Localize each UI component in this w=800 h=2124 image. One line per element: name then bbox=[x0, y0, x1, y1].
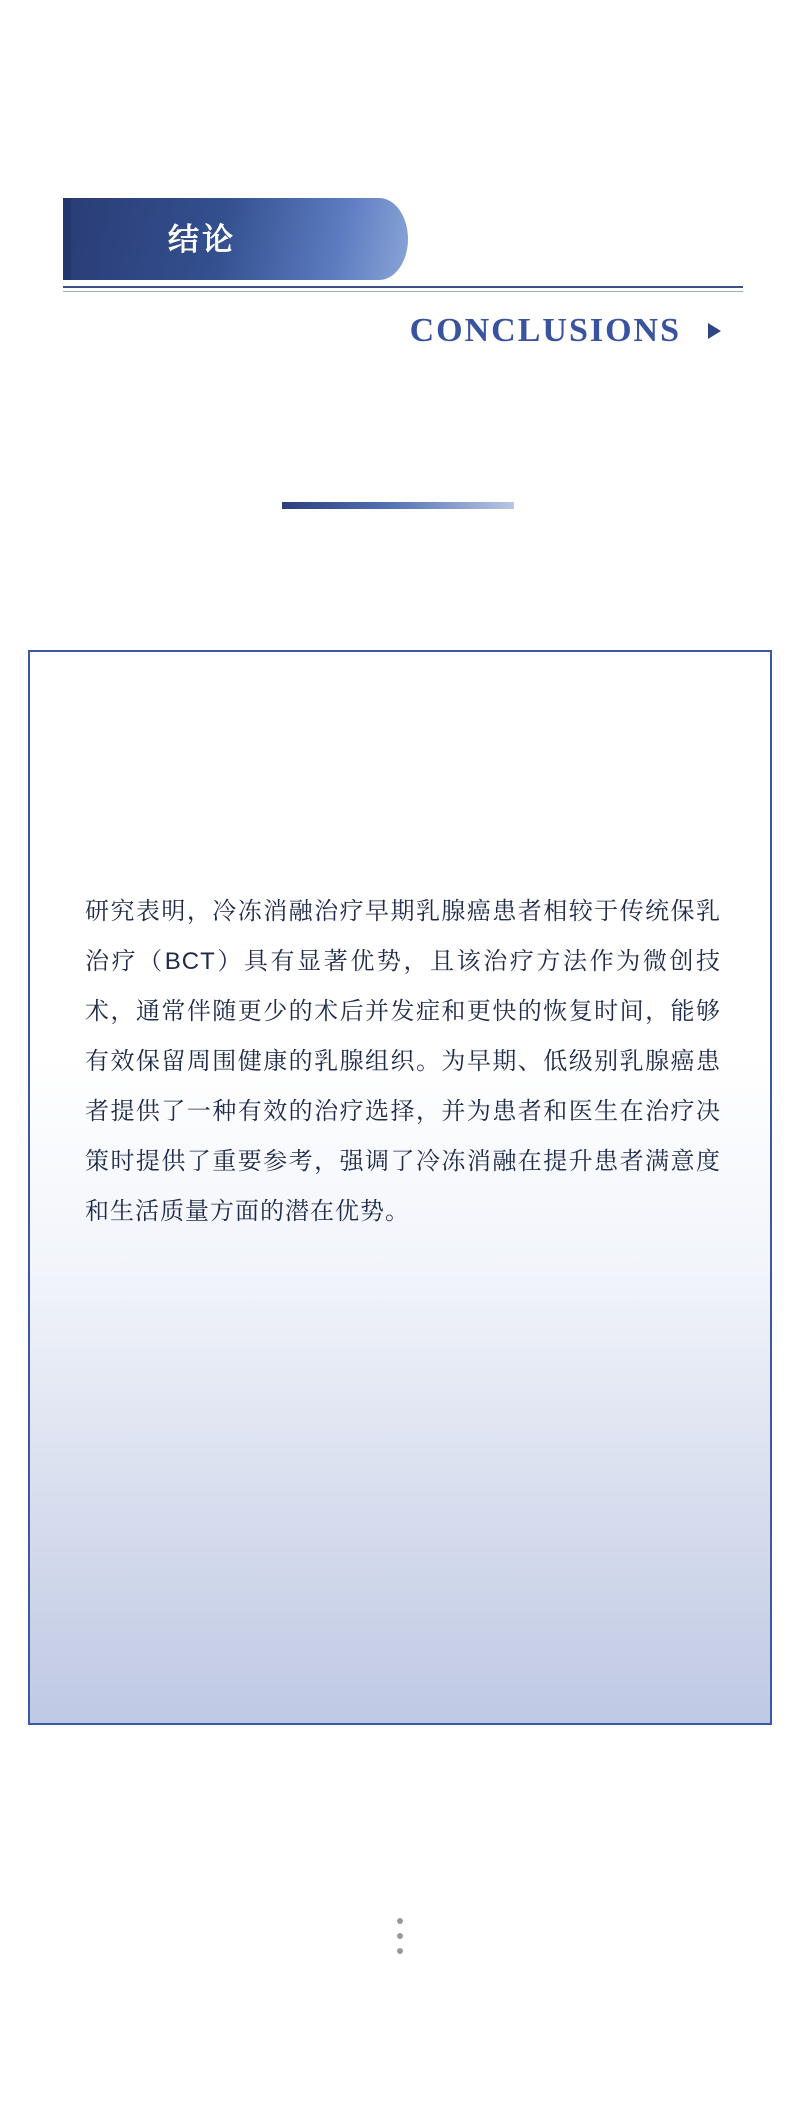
conclusion-card bbox=[28, 650, 772, 1725]
vertical-ellipsis-icon bbox=[0, 1918, 800, 1954]
dot bbox=[397, 1948, 403, 1954]
english-title-row bbox=[63, 312, 743, 362]
triangle-right-icon bbox=[708, 323, 721, 339]
header-rule-primary bbox=[63, 286, 743, 288]
header-rule-secondary bbox=[63, 291, 743, 292]
page-title-en: CONCLUSIONS bbox=[409, 312, 681, 349]
chinese-title-banner bbox=[63, 198, 408, 280]
dot bbox=[397, 1933, 403, 1939]
dot bbox=[397, 1918, 403, 1924]
page-title-cn: 结论 bbox=[168, 222, 236, 257]
banner-left-bar bbox=[63, 198, 71, 280]
banner-gradient-shape bbox=[71, 198, 408, 280]
conclusion-body-text: 研究表明，冷冻消融治疗早期乳腺癌患者相较于传统保乳治疗（BCT）具有显著优势，且该治疗方法作为微创技术，通常伴随更少的术后并发症和更快的恢复时间，能够有效保留周围健康的乳腺组织。为早期、低级别乳腺癌患者提供了一种有效的治疗选择，并为患者和医生在治疗决策时提供了重要参考，强调了冷冻消融在提升患者满意度和生活质量方面的潜在优势。 bbox=[85, 898, 721, 1225]
gradient-divider bbox=[282, 502, 514, 509]
